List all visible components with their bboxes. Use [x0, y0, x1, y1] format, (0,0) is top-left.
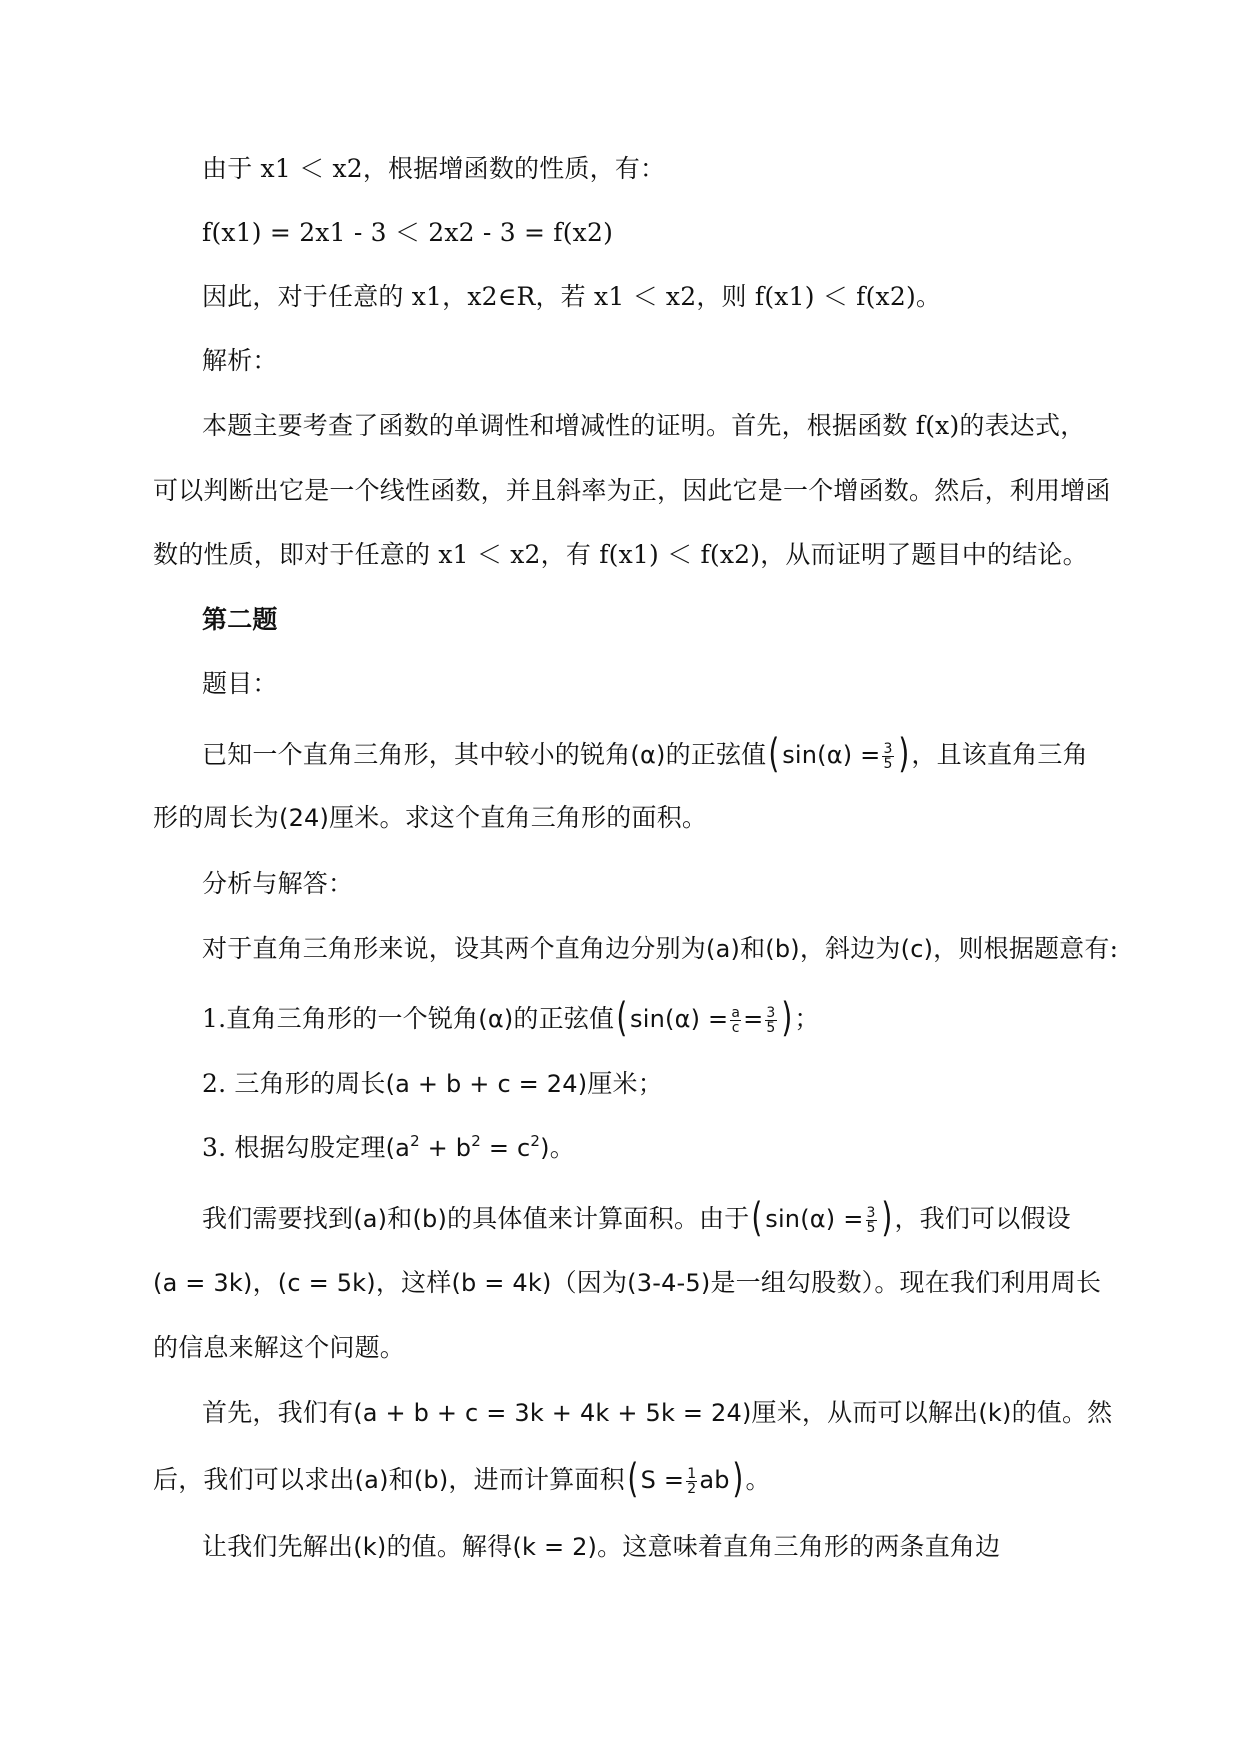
text-span: 后，我们可以求出 [153, 1465, 355, 1494]
text-span: ，这样 [375, 1268, 452, 1297]
analysis-label: 解析： [202, 346, 278, 375]
text-span: 。 [745, 1465, 771, 1494]
math-span: (b = 4k) [451, 1269, 552, 1297]
question-line [202, 731, 1088, 777]
text-span: 3. 根据勾股定理 [202, 1133, 386, 1162]
left-paren: ( [768, 731, 780, 777]
math-span: sin(α) = [782, 741, 881, 769]
text-span: 让我们先解出 [202, 1532, 354, 1561]
math-span: S = [640, 1466, 685, 1494]
text-span: 。这意味着直角三角形的两条直角边 [597, 1532, 1001, 1561]
text-span: 1.直角三角形的一个锐角 [202, 1004, 479, 1033]
math-span: (a) [353, 1205, 388, 1233]
text-span: ， [252, 1268, 278, 1297]
formula-line: f(x1) = 2x1 - 3 ＜ 2x2 - 3 = f(x2) [202, 218, 614, 247]
text-span: 厘米，从而可以解出 [751, 1398, 979, 1427]
math-span: (k = 2) [512, 1533, 598, 1561]
text-span: ，进而计算面积 [448, 1465, 625, 1494]
left-paren: ( [627, 1456, 639, 1502]
text-span: 的值。解得 [386, 1532, 513, 1561]
math-span: (k) [978, 1399, 1012, 1427]
text-span: 的正弦值 [513, 1004, 615, 1033]
paragraph-line [202, 1530, 1000, 1564]
list-item [202, 1067, 663, 1101]
question-line [153, 801, 707, 835]
math-span: (b) [412, 1205, 448, 1233]
text-span: ，斜边为 [799, 934, 901, 963]
text-span: ，且该直角三角 [911, 740, 1088, 769]
math-span: ab [699, 1466, 730, 1494]
text-span: 的值。然 [1011, 1398, 1113, 1427]
math-span: (a) [706, 935, 741, 963]
paragraph-line: 数的性质，即对于任意的 x1 ＜ x2，有 f(x1) ＜ f(x2)，从而证明了题目中的结论。 [153, 540, 1088, 569]
math-span: sin(α) = [630, 1005, 729, 1033]
math-span: (a + b + c = 24) [385, 1070, 588, 1098]
fraction: $\frac{3}{5}$ [766, 1005, 776, 1036]
paragraph-line [153, 1456, 771, 1502]
question-label: 题目： [202, 669, 278, 698]
right-paren: ) [880, 1195, 893, 1241]
left-paren: ( [751, 1195, 763, 1241]
text-span: 和 [387, 1204, 413, 1233]
paragraph-line [202, 932, 1118, 966]
text-span: 已知一个直角三角形，其中较小的锐角 [202, 740, 631, 769]
list-item [202, 995, 820, 1041]
paragraph-line [153, 1266, 1101, 1300]
right-paren: ) [732, 1456, 744, 1502]
left-paren: ( [616, 995, 628, 1041]
math-span: (24) [279, 804, 330, 832]
math-span: (a) [354, 1466, 389, 1494]
text-span: ； [794, 1004, 820, 1033]
text-span: ，则根据题意有: [933, 934, 1119, 963]
math-span: (k) [353, 1533, 387, 1561]
text-span: （因为 [551, 1268, 628, 1297]
math-span: (α) [478, 1005, 514, 1033]
list-item [202, 1131, 575, 1165]
math-span: (a + b + c = 3k + 4k + 5k = 24) [353, 1399, 752, 1427]
text-span: 。 [549, 1133, 575, 1162]
math-span: = [743, 1005, 764, 1033]
math-span: (c) [900, 935, 934, 963]
text-span: 我们需要找到 [202, 1204, 354, 1233]
text-span: 是一组勾股数）。现在我们利用周长 [710, 1268, 1102, 1297]
math-span: (α) [630, 741, 666, 769]
fraction: $\frac{a}{c}$ [731, 1005, 741, 1036]
right-paren: ) [780, 995, 792, 1041]
math-span: (b) [765, 935, 800, 963]
paragraph-line [202, 1396, 1112, 1430]
fraction: $\frac{3}{5}$ [866, 1205, 876, 1236]
math-span: (3-4-5) [627, 1269, 711, 1297]
math-span: (a = 3k) [153, 1269, 253, 1297]
paragraph-line: 的信息来解这个问题。 [153, 1333, 406, 1362]
fraction: $\frac{3}{5}$ [883, 741, 893, 772]
answer-label: 分析与解答： [202, 869, 354, 898]
math-span: $(a^2 + b^2 = c^2)$ [385, 1132, 550, 1162]
text-span: 形的周长为 [153, 803, 280, 832]
text-span: 厘米； [587, 1069, 663, 1098]
paragraph-line: 本题主要考查了函数的单调性和增减性的证明。首先，根据函数 f(x)的表达式， [202, 411, 1086, 440]
text-span: 对于直角三角形来说，设其两个直角边分别为 [202, 934, 707, 963]
text-span: 和 [388, 1465, 414, 1494]
math-span: (c = 5k) [277, 1269, 376, 1297]
paragraph-line: 可以判断出它是一个线性函数，并且斜率为正，因此它是一个增函数。然后，利用增函 [153, 476, 1111, 505]
text-span: 和 [740, 934, 766, 963]
right-paren: ) [897, 731, 910, 777]
text-span: 首先，我们有 [202, 1398, 354, 1427]
text-span: ，我们可以假设 [894, 1204, 1071, 1233]
section-title: 第二题 [202, 605, 278, 634]
fraction: $\frac{1}{2}$ [687, 1466, 697, 1497]
paragraph-line [202, 1195, 1071, 1241]
text-span: 厘米。求这个直角三角形的面积。 [329, 803, 708, 832]
math-span: sin(α) = [765, 1205, 864, 1233]
math-span: (b) [413, 1466, 449, 1494]
text-span: 的具体值来计算面积。由于 [447, 1204, 750, 1233]
text-span: 2. 三角形的周长 [202, 1069, 386, 1098]
text-span: 的正弦值 [665, 740, 767, 769]
paragraph-line: 由于 x1 ＜ x2，根据增函数的性质，有： [202, 154, 666, 183]
paragraph-line: 因此，对于任意的 x1，x2∈R，若 x1 ＜ x2，则 f(x1) ＜ f(x2)。 [202, 282, 942, 311]
